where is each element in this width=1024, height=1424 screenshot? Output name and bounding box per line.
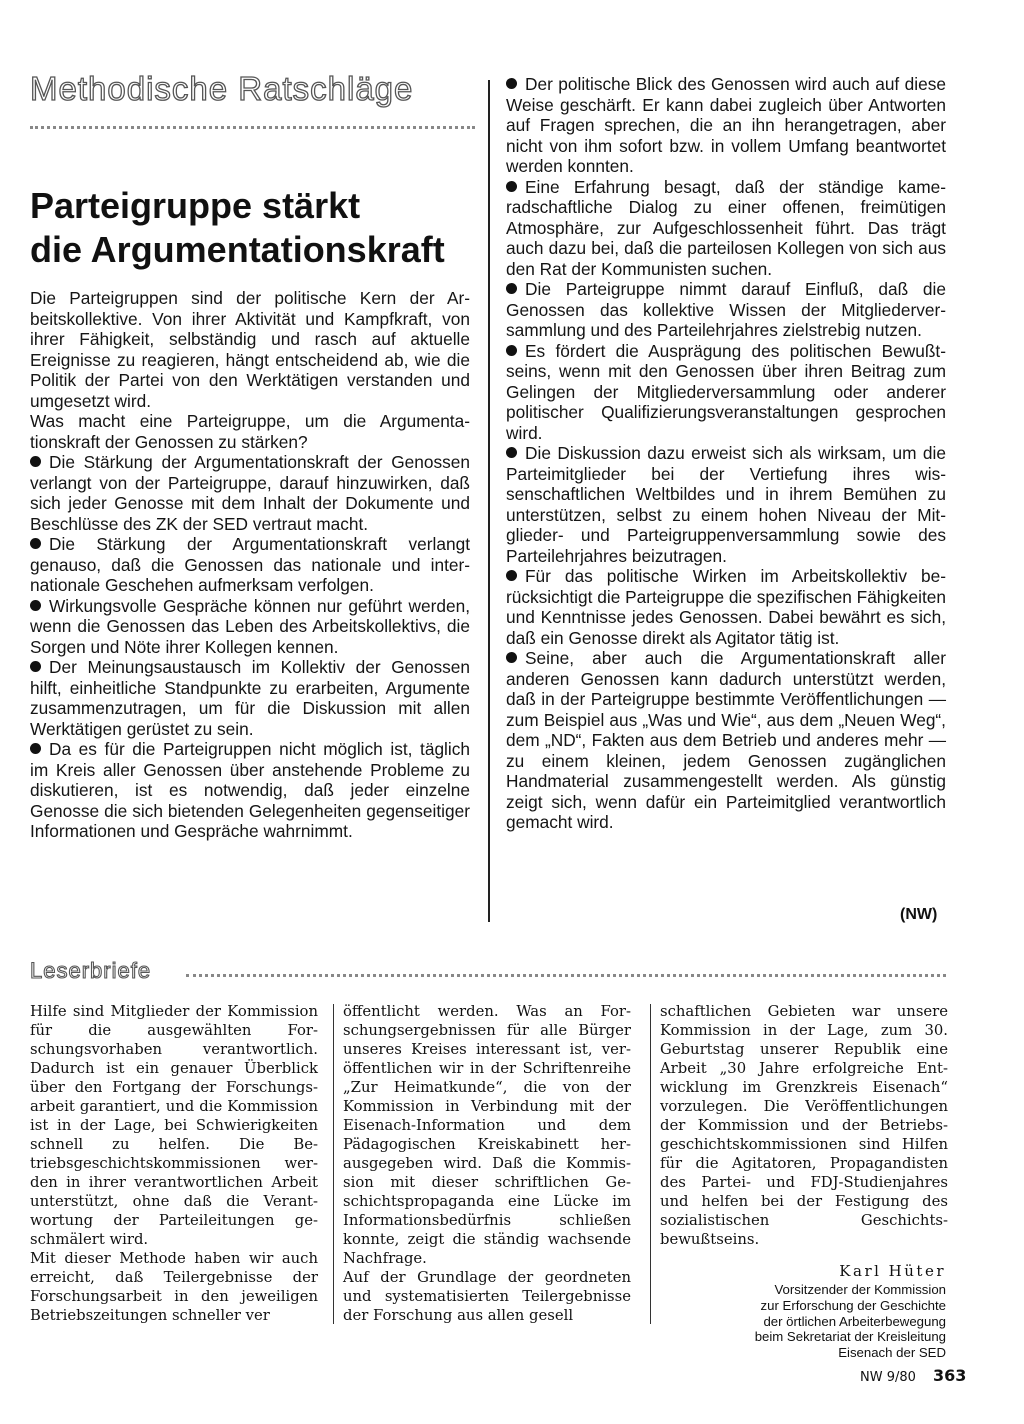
article-left-column xyxy=(30,288,470,842)
signature-title-line: Eisenach der SED xyxy=(838,1345,946,1361)
column-divider xyxy=(488,80,490,922)
bullet-paragraph xyxy=(30,534,470,596)
letter-column-divider xyxy=(333,1004,334,1324)
paragraph: Mit dieser Methode haben wir auch erreicht, daß Teilergebnisse der Forschungsarbeit in den jeweiligen Betriebszeitungen schneller ver xyxy=(30,1250,318,1324)
bullet-text: Seine, aber auch die Argumentationskraft aller anderen Genossen kann dadurch unterstützt werden, daß in der Parteigruppe bestimmte Veröffentlichungen — zum Beispiel aus „Was und Wie“, aus dem „Neuen Weg“, dem „ND“, Fakten aus dem Betrieb und anderes mehr — zu einem kleinen, jedem Genossen zugänglichen Handmaterial zusammengestellt werden. Als günstig zeigt sich, wenn dafür ein Parteimitglied verantwortlich gemacht wird. xyxy=(506,648,946,832)
headline-line-1: Parteigruppe stärkt xyxy=(30,185,361,226)
letter-column-divider xyxy=(650,1004,651,1324)
bullet-text: Eine Erfahrung besagt, daß der ständige kameradschaftliche Dialog zu einer offenen, freimütigen Atmosphäre, zur Aufgeschlossenheit führt. Das trägt auch dazu bei, daß die parteilosen Kollegen von sich aus den Rat der Kommunisten suchen. xyxy=(506,176,946,279)
signature-title-line: zur Erforschung der Geschichte xyxy=(760,1297,946,1313)
bullet-paragraph xyxy=(506,74,946,177)
bullet-icon xyxy=(30,456,41,467)
section-kicker: Methodische Ratschläge xyxy=(30,70,414,107)
bullet-paragraph xyxy=(506,648,946,833)
bullet-icon xyxy=(506,283,517,294)
bullet-paragraph xyxy=(30,657,470,739)
bullet-paragraph xyxy=(506,279,946,341)
bullet-text: Wirkungsvolle Gespräche können nur geführt werden, wenn die Genossen das Leben des Arbeitskollektivs, die Sorgen und Nöte ihrer Kollegen kennen. xyxy=(30,595,470,657)
bullet-paragraph xyxy=(30,739,470,842)
bullet-text: Die Stärkung der Argumentationskraft verlangt genauso, daß die Genossen das nationale und internationale Geschehen aufmerksam verfolgen. xyxy=(30,534,470,595)
bullet-text: Da es für die Parteigruppen nicht möglich ist, täglich im Kreis aller Genossen über anstehende Probleme zu diskutieren, ist es notwendig, daß jeder einzelne Genosse die sich bietenden Gelegenheiten gegenseitiger Informationen und Gespräche wahrnimmt. xyxy=(30,739,470,841)
bullet-paragraph xyxy=(30,596,470,658)
signature-title-line: Vorsitzender der Kommission xyxy=(774,1282,946,1297)
issue-label: NW 9/80 xyxy=(860,1370,916,1385)
paragraph: öffentlicht werden. Was an Forschungsergebnissen für alle Bürger unseres Kreises interessant ist, veröffentlichen wir in der Schriftenreihe „Zur Heimatkunde“, die von der Kommission in Verbindung mit der Eisenach-Information und dem Pädagogischen Kreiskabinett herausgegeben wird. Daß die Kommission mit dieser schriftlichen Geschichtspropaganda eine Lücke im Informationsbedürfnis schließen konnte, zeigt die ständig wachsende Nachfrage. xyxy=(343,1003,631,1267)
letters-heading: Leserbriefe xyxy=(30,958,152,983)
bullet-icon xyxy=(30,661,41,672)
signature-title xyxy=(700,1282,946,1361)
bullet-text: Der Meinungsaustausch im Kollektiv der Genossen hilft, einheitliche Standpunkte zu erarbeiten, Argumente zusammenzutragen, um für die Diskussion mit allen Werktätigen gerüstet zu sein. xyxy=(30,657,470,739)
bullet-text: Die Stärkung der Argumentationskraft der Genossen verlangt von der Parteigruppe, darauf hinzuwirken, daß sich jeder Genosse mit dem Inhalt der Dokumente und Beschlüsse des ZK der SED vertraut macht. xyxy=(30,452,470,534)
headline-line-2: die Argumentationskraft xyxy=(30,229,445,270)
paragraph: Auf der Grundlage der geordneten und systematisierten Teilergebnisse der Forschung aus allen gesell xyxy=(343,1269,631,1324)
letters-rule xyxy=(186,974,946,977)
letter-column-1 xyxy=(30,1002,318,1325)
bullet-paragraph xyxy=(506,177,946,280)
kicker-rule xyxy=(30,126,475,129)
bullet-icon xyxy=(506,652,517,663)
paragraph: schaftlichen Gebieten war unsere Kommission in der Lage, zum 30. Geburtstag unserer Republik eine Arbeit „30 Jahre erfolgreiche Entwicklung im Grenzkreis Eisenach“ vorzulegen. Die Veröffentlichungen der Kommission und der Betriebsgeschichtskommissionen sind Hilfen für die Agitatoren, Propagandisten des Partei- und FDJ-Studienjahres und helfen bei der Festigung des sozialistischen Geschichtsbewußtseins. xyxy=(660,1003,948,1248)
bullet-icon xyxy=(506,345,517,356)
letter-column-2 xyxy=(343,1002,631,1325)
page-number: 363 xyxy=(933,1366,967,1385)
bullet-icon xyxy=(30,600,41,611)
bullet-icon xyxy=(30,538,41,549)
paragraph: Hilfe sind Mitglieder der Kommission für die ausgewählten Forschungsvorhaben verantwortlich. Dadurch ist ein genauer Überblick über den Fortgang der Forschungsarbeit garantiert, und die Kommission ist in der Lage, bei Schwierigkeiten schnell zu helfen. Die Betriebsgeschichtskommissionen werden in ihrer verantwortlichen Arbeit unterstützt, ohne daß die Verantwortung der Parteileitungen geschmälert wird. xyxy=(30,1003,318,1248)
bullet-paragraph xyxy=(506,341,946,444)
bullet-icon xyxy=(506,78,517,89)
bullet-text: Die Parteigruppe nimmt darauf Einfluß, daß die Genossen das kollektive Wissen der Mitgliederversammlung und des Parteilehrjahres zielstrebig nutzen. xyxy=(506,279,946,340)
paragraph: Die Parteigruppen sind der politische Kern der Arbeitskollektive. Von ihrer Aktivität und Kampfkraft, von ihrer Fähigkeit, selbständig und rasch auf aktuelle Ereignisse zu reagieren, hängt entscheidend ab, wie die Politik der Partei von den Werktätigen verstanden und umgesetzt wird. xyxy=(30,288,470,411)
paragraph: Was macht eine Parteigruppe, um die Argumentationskraft der Genossen zu stärken? xyxy=(30,411,470,452)
bullet-icon xyxy=(30,743,41,754)
author-tag: (NW) xyxy=(900,906,938,923)
article-right-column xyxy=(506,74,946,833)
letter-signature xyxy=(700,1262,946,1361)
article-headline xyxy=(30,184,480,272)
signature-name: Karl Hüter xyxy=(839,1262,946,1280)
bullet-icon xyxy=(506,570,517,581)
bullet-paragraph xyxy=(30,452,470,534)
signature-title-line: der örtlichen Arbeiterbewegung xyxy=(763,1313,946,1329)
signature-title-line: beim Sekretariat der Kreisleitung xyxy=(754,1329,946,1345)
bullet-paragraph xyxy=(506,566,946,648)
bullet-icon xyxy=(506,181,517,192)
letter-column-3 xyxy=(660,1002,948,1249)
bullet-text: Der politische Blick des Genossen wird auch auf diese Weise geschärft. Er kann dabei zugleich über Antworten auf Fragen sprechen, die an ihn herangetragen, aber nicht von ihm sofort bzw. in vollem Umfang beantwortet werden konnten. xyxy=(506,74,946,176)
bullet-text: Die Diskussion dazu erweist sich als wirksam, um die Parteimitglieder bei der Vertiefung ihres wissenschaftlichen Weltbildes und in ihrem Bemühen zu unterstützen, selbst zu einem hohen Niveau der Mitglieder- und Parteigruppenversammlung sowie des Parteilehrjahres beizutragen. xyxy=(506,443,946,566)
page-footer xyxy=(860,1366,966,1385)
bullet-paragraph xyxy=(506,443,946,566)
bullet-icon xyxy=(506,447,517,458)
bullet-text: Es fördert die Ausprägung des politischen Bewußtseins, wenn mit den Genossen über ihren Beitrag zum Gelingen der Mitgliederversammlung oder anderer politischer Qualifizierungsveranstaltungen gesprochen wird. xyxy=(506,340,946,443)
bullet-text: Für das politische Wirken im Arbeitskollektiv berücksichtigt die Parteigruppe die spezifischen Fähigkeiten und Kenntnisse jedes Genossen. Dabei bewährt es sich, daß ein Genosse direkt als Agitator tätig ist. xyxy=(506,566,946,648)
